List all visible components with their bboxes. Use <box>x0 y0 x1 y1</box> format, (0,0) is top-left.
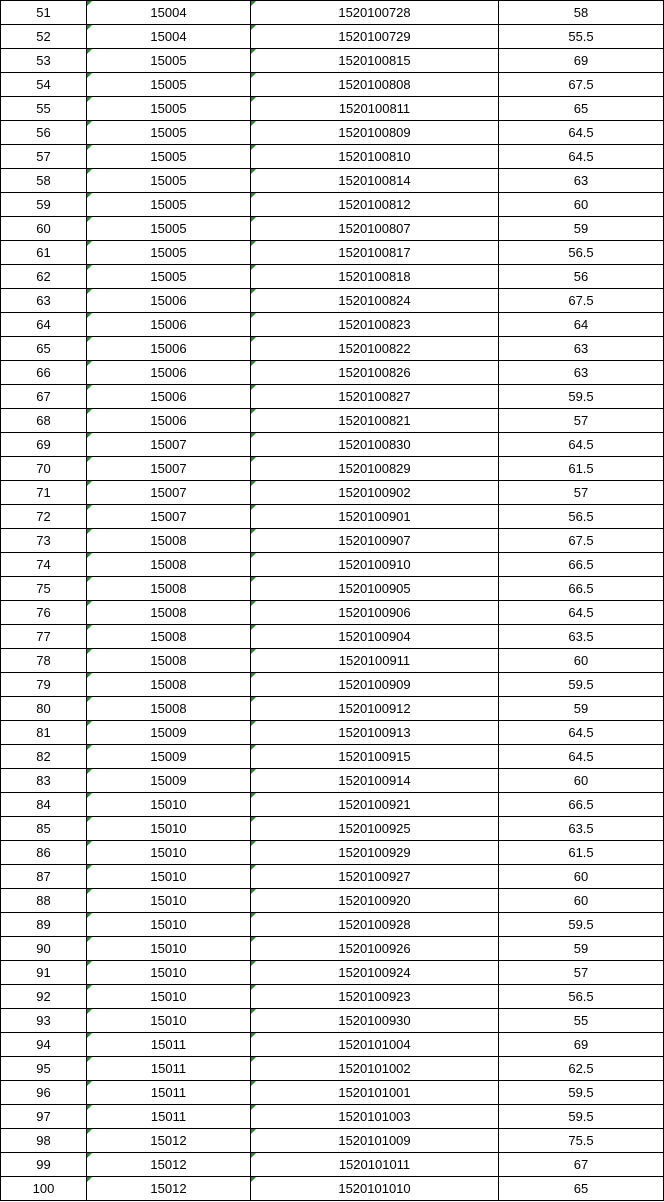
table-row <box>1 769 664 793</box>
student-id-cell: 1520100905 <box>251 577 499 601</box>
rank-cell: 99 <box>1 1153 87 1177</box>
rank-cell: 89 <box>1 913 87 937</box>
table-row <box>1 1057 664 1081</box>
class-code-cell: 15006 <box>87 289 251 313</box>
score-cell: 67.5 <box>499 73 664 97</box>
table-row <box>1 841 664 865</box>
rank-cell: 90 <box>1 937 87 961</box>
class-code-cell: 15005 <box>87 169 251 193</box>
table-row <box>1 649 664 673</box>
table-row <box>1 313 664 337</box>
student-id-cell: 1520100926 <box>251 937 499 961</box>
score-cell: 56.5 <box>499 241 664 265</box>
score-cell: 59.5 <box>499 673 664 697</box>
rank-cell: 60 <box>1 217 87 241</box>
score-cell: 75.5 <box>499 1129 664 1153</box>
student-id-cell: 1520100929 <box>251 841 499 865</box>
class-code-cell: 15005 <box>87 49 251 73</box>
score-cell: 66.5 <box>499 793 664 817</box>
table-row <box>1 937 664 961</box>
student-id-cell: 1520100826 <box>251 361 499 385</box>
table-row <box>1 553 664 577</box>
score-cell: 55 <box>499 1009 664 1033</box>
score-cell: 63 <box>499 361 664 385</box>
table-row <box>1 289 664 313</box>
rank-cell: 93 <box>1 1009 87 1033</box>
class-code-cell: 15011 <box>87 1105 251 1129</box>
student-id-cell: 1520100728 <box>251 1 499 25</box>
class-code-cell: 15006 <box>87 361 251 385</box>
score-cell: 61.5 <box>499 457 664 481</box>
table-row <box>1 697 664 721</box>
rank-cell: 82 <box>1 745 87 769</box>
table-row <box>1 961 664 985</box>
table-row <box>1 481 664 505</box>
class-code-cell: 15010 <box>87 985 251 1009</box>
score-cell: 58 <box>499 1 664 25</box>
score-cell: 64.5 <box>499 721 664 745</box>
student-id-cell: 1520101004 <box>251 1033 499 1057</box>
table-row <box>1 625 664 649</box>
class-code-cell: 15005 <box>87 217 251 241</box>
rank-cell: 54 <box>1 73 87 97</box>
class-code-cell: 15005 <box>87 241 251 265</box>
score-cell: 69 <box>499 1033 664 1057</box>
table-row <box>1 529 664 553</box>
score-cell: 59.5 <box>499 913 664 937</box>
rank-cell: 64 <box>1 313 87 337</box>
score-cell: 65 <box>499 1177 664 1201</box>
table-row <box>1 241 664 265</box>
table-row <box>1 1105 664 1129</box>
score-cell: 59 <box>499 697 664 721</box>
table-row <box>1 385 664 409</box>
class-code-cell: 15005 <box>87 265 251 289</box>
class-code-cell: 15004 <box>87 1 251 25</box>
class-code-cell: 15008 <box>87 673 251 697</box>
score-cell: 56 <box>499 265 664 289</box>
table-row <box>1 73 664 97</box>
table-row <box>1 817 664 841</box>
rank-cell: 65 <box>1 337 87 361</box>
rank-cell: 100 <box>1 1177 87 1201</box>
table-row <box>1 505 664 529</box>
table-row <box>1 25 664 49</box>
score-cell: 64.5 <box>499 433 664 457</box>
student-id-cell: 1520100817 <box>251 241 499 265</box>
table-row <box>1 49 664 73</box>
table-row <box>1 337 664 361</box>
score-cell: 61.5 <box>499 841 664 865</box>
student-id-cell: 1520100808 <box>251 73 499 97</box>
rank-cell: 87 <box>1 865 87 889</box>
student-id-cell: 1520100904 <box>251 625 499 649</box>
rank-cell: 86 <box>1 841 87 865</box>
rank-cell: 51 <box>1 1 87 25</box>
class-code-cell: 15007 <box>87 433 251 457</box>
rank-cell: 66 <box>1 361 87 385</box>
table-row <box>1 1081 664 1105</box>
student-id-cell: 1520100807 <box>251 217 499 241</box>
student-id-cell: 1520101002 <box>251 1057 499 1081</box>
class-code-cell: 15011 <box>87 1057 251 1081</box>
score-cell: 64.5 <box>499 121 664 145</box>
class-code-cell: 15006 <box>87 385 251 409</box>
rank-cell: 88 <box>1 889 87 913</box>
student-id-cell: 1520100812 <box>251 193 499 217</box>
score-cell: 57 <box>499 961 664 985</box>
score-cell: 59.5 <box>499 385 664 409</box>
class-code-cell: 15010 <box>87 865 251 889</box>
score-cell: 64 <box>499 313 664 337</box>
score-table-body <box>1 1 664 1201</box>
rank-cell: 92 <box>1 985 87 1009</box>
rank-cell: 83 <box>1 769 87 793</box>
class-code-cell: 15012 <box>87 1129 251 1153</box>
student-id-cell: 1520100909 <box>251 673 499 697</box>
rank-cell: 91 <box>1 961 87 985</box>
score-cell: 63.5 <box>499 625 664 649</box>
rank-cell: 55 <box>1 97 87 121</box>
student-id-cell: 1520100829 <box>251 457 499 481</box>
class-code-cell: 15007 <box>87 457 251 481</box>
class-code-cell: 15005 <box>87 97 251 121</box>
score-cell: 60 <box>499 889 664 913</box>
student-id-cell: 1520100912 <box>251 697 499 721</box>
class-code-cell: 15005 <box>87 145 251 169</box>
rank-cell: 81 <box>1 721 87 745</box>
student-id-cell: 1520100911 <box>251 649 499 673</box>
score-cell: 56.5 <box>499 985 664 1009</box>
table-row <box>1 217 664 241</box>
rank-cell: 77 <box>1 625 87 649</box>
score-cell: 59.5 <box>499 1105 664 1129</box>
score-cell: 63 <box>499 169 664 193</box>
rank-cell: 61 <box>1 241 87 265</box>
rank-cell: 75 <box>1 577 87 601</box>
table-row <box>1 1033 664 1057</box>
rank-cell: 73 <box>1 529 87 553</box>
class-code-cell: 15007 <box>87 481 251 505</box>
student-id-cell: 1520100809 <box>251 121 499 145</box>
student-id-cell: 1520100913 <box>251 721 499 745</box>
rank-cell: 63 <box>1 289 87 313</box>
score-cell: 63 <box>499 337 664 361</box>
student-id-cell: 1520101010 <box>251 1177 499 1201</box>
class-code-cell: 15008 <box>87 649 251 673</box>
rank-cell: 69 <box>1 433 87 457</box>
score-cell: 64.5 <box>499 145 664 169</box>
student-id-cell: 1520100907 <box>251 529 499 553</box>
student-id-cell: 1520100914 <box>251 769 499 793</box>
table-row <box>1 1177 664 1201</box>
rank-cell: 56 <box>1 121 87 145</box>
rank-cell: 96 <box>1 1081 87 1105</box>
table-row <box>1 361 664 385</box>
rank-cell: 97 <box>1 1105 87 1129</box>
class-code-cell: 15005 <box>87 121 251 145</box>
table-row <box>1 145 664 169</box>
score-cell: 55.5 <box>499 25 664 49</box>
class-code-cell: 15008 <box>87 553 251 577</box>
rank-cell: 78 <box>1 649 87 673</box>
table-row <box>1 409 664 433</box>
table-row <box>1 889 664 913</box>
student-id-cell: 1520100830 <box>251 433 499 457</box>
table-row <box>1 793 664 817</box>
class-code-cell: 15010 <box>87 937 251 961</box>
class-code-cell: 15006 <box>87 409 251 433</box>
student-id-cell: 1520100814 <box>251 169 499 193</box>
rank-cell: 71 <box>1 481 87 505</box>
score-cell: 59.5 <box>499 1081 664 1105</box>
student-id-cell: 1520100729 <box>251 25 499 49</box>
student-id-cell: 1520100923 <box>251 985 499 1009</box>
student-id-cell: 1520100924 <box>251 961 499 985</box>
student-id-cell: 1520100927 <box>251 865 499 889</box>
class-code-cell: 15012 <box>87 1153 251 1177</box>
student-id-cell: 1520101011 <box>251 1153 499 1177</box>
rank-cell: 59 <box>1 193 87 217</box>
rank-cell: 95 <box>1 1057 87 1081</box>
student-id-cell: 1520101001 <box>251 1081 499 1105</box>
table-row <box>1 97 664 121</box>
class-code-cell: 15006 <box>87 337 251 361</box>
class-code-cell: 15005 <box>87 193 251 217</box>
rank-cell: 76 <box>1 601 87 625</box>
score-cell: 60 <box>499 769 664 793</box>
rank-cell: 94 <box>1 1033 87 1057</box>
rank-cell: 57 <box>1 145 87 169</box>
class-code-cell: 15009 <box>87 769 251 793</box>
student-id-cell: 1520100811 <box>251 97 499 121</box>
score-cell: 66.5 <box>499 577 664 601</box>
student-id-cell: 1520100910 <box>251 553 499 577</box>
table-row <box>1 865 664 889</box>
table-row <box>1 721 664 745</box>
class-code-cell: 15010 <box>87 1009 251 1033</box>
rank-cell: 53 <box>1 49 87 73</box>
rank-cell: 85 <box>1 817 87 841</box>
score-cell: 60 <box>499 193 664 217</box>
score-cell: 60 <box>499 649 664 673</box>
score-cell: 67.5 <box>499 289 664 313</box>
student-id-cell: 1520100920 <box>251 889 499 913</box>
class-code-cell: 15012 <box>87 1177 251 1201</box>
table-row <box>1 121 664 145</box>
class-code-cell: 15008 <box>87 529 251 553</box>
score-cell: 65 <box>499 97 664 121</box>
rank-cell: 72 <box>1 505 87 529</box>
rank-cell: 52 <box>1 25 87 49</box>
rank-cell: 62 <box>1 265 87 289</box>
student-id-cell: 1520100915 <box>251 745 499 769</box>
class-code-cell: 15006 <box>87 313 251 337</box>
student-id-cell: 1520101003 <box>251 1105 499 1129</box>
table-row <box>1 1 664 25</box>
table-row <box>1 745 664 769</box>
student-id-cell: 1520100810 <box>251 145 499 169</box>
score-cell: 69 <box>499 49 664 73</box>
table-row <box>1 1009 664 1033</box>
score-cell: 67.5 <box>499 529 664 553</box>
student-id-cell: 1520100815 <box>251 49 499 73</box>
student-id-cell: 1520100925 <box>251 817 499 841</box>
student-id-cell: 1520100824 <box>251 289 499 313</box>
class-code-cell: 15008 <box>87 601 251 625</box>
rank-cell: 98 <box>1 1129 87 1153</box>
class-code-cell: 15010 <box>87 817 251 841</box>
score-cell: 63.5 <box>499 817 664 841</box>
rank-cell: 68 <box>1 409 87 433</box>
class-code-cell: 15008 <box>87 577 251 601</box>
class-code-cell: 15005 <box>87 73 251 97</box>
student-id-cell: 1520100902 <box>251 481 499 505</box>
score-cell: 57 <box>499 481 664 505</box>
student-id-cell: 1520101009 <box>251 1129 499 1153</box>
student-id-cell: 1520100818 <box>251 265 499 289</box>
table-row <box>1 1129 664 1153</box>
rank-cell: 80 <box>1 697 87 721</box>
class-code-cell: 15004 <box>87 25 251 49</box>
score-cell: 67 <box>499 1153 664 1177</box>
table-row <box>1 457 664 481</box>
class-code-cell: 15011 <box>87 1033 251 1057</box>
table-row <box>1 673 664 697</box>
rank-cell: 67 <box>1 385 87 409</box>
class-code-cell: 15010 <box>87 913 251 937</box>
student-id-cell: 1520100901 <box>251 505 499 529</box>
class-code-cell: 15010 <box>87 889 251 913</box>
rank-cell: 79 <box>1 673 87 697</box>
score-cell: 57 <box>499 409 664 433</box>
student-id-cell: 1520100821 <box>251 409 499 433</box>
rank-cell: 70 <box>1 457 87 481</box>
class-code-cell: 15009 <box>87 721 251 745</box>
class-code-cell: 15007 <box>87 505 251 529</box>
score-cell: 60 <box>499 865 664 889</box>
class-code-cell: 15009 <box>87 745 251 769</box>
table-row <box>1 265 664 289</box>
class-code-cell: 15008 <box>87 625 251 649</box>
score-cell: 59 <box>499 937 664 961</box>
student-id-cell: 1520100822 <box>251 337 499 361</box>
score-cell: 59 <box>499 217 664 241</box>
rank-cell: 58 <box>1 169 87 193</box>
student-id-cell: 1520100928 <box>251 913 499 937</box>
student-id-cell: 1520100921 <box>251 793 499 817</box>
score-cell: 66.5 <box>499 553 664 577</box>
student-id-cell: 1520100930 <box>251 1009 499 1033</box>
score-cell: 64.5 <box>499 601 664 625</box>
table-row <box>1 169 664 193</box>
class-code-cell: 15008 <box>87 697 251 721</box>
rank-cell: 84 <box>1 793 87 817</box>
table-row <box>1 601 664 625</box>
class-code-cell: 15010 <box>87 841 251 865</box>
table-row <box>1 577 664 601</box>
table-row <box>1 985 664 1009</box>
score-cell: 56.5 <box>499 505 664 529</box>
class-code-cell: 15011 <box>87 1081 251 1105</box>
score-cell: 64.5 <box>499 745 664 769</box>
class-code-cell: 15010 <box>87 961 251 985</box>
table-row <box>1 193 664 217</box>
student-id-cell: 1520100823 <box>251 313 499 337</box>
table-row <box>1 1153 664 1177</box>
student-id-cell: 1520100906 <box>251 601 499 625</box>
score-cell: 62.5 <box>499 1057 664 1081</box>
student-id-cell: 1520100827 <box>251 385 499 409</box>
class-code-cell: 15010 <box>87 793 251 817</box>
table-row <box>1 913 664 937</box>
table-row <box>1 433 664 457</box>
rank-cell: 74 <box>1 553 87 577</box>
